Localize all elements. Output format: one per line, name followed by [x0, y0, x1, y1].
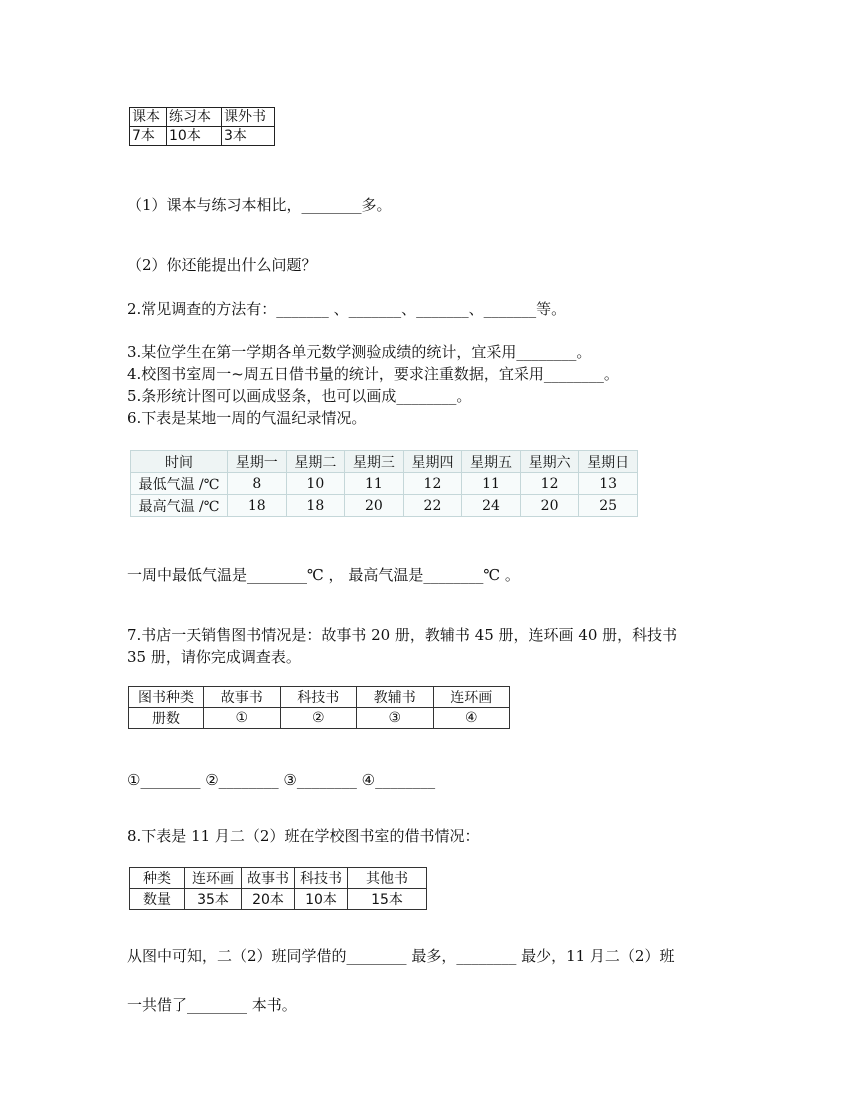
question-4: 4.校图书室周一~周五日借书量的统计，要求注重数据，宜采用________。: [127, 365, 619, 383]
question-7-line-2: 35 册，请你完成调查表。: [127, 648, 301, 666]
table-header-cell: 图书种类: [129, 687, 204, 708]
table-cell: 18: [286, 495, 345, 517]
book-survey-table: [128, 686, 510, 729]
table-row: [130, 889, 427, 910]
question-8-line-1: 从图中可知，二（2）班同学借的________ 最多，________ 最少，11 月二（2）班: [127, 947, 675, 965]
table-header-cell: 时间: [131, 451, 228, 473]
table-header-cell: 其他书: [348, 868, 427, 889]
question-5: 5.条形统计图可以画成竖条，也可以画成________。: [127, 387, 472, 405]
question-1-2: （2）你还能提出什么问题？: [127, 256, 317, 274]
table-cell: 24: [462, 495, 521, 517]
table-cell: 11: [345, 473, 404, 495]
table-header-cell: 星期一: [228, 451, 287, 473]
table-header-cell: 星期日: [579, 451, 638, 473]
table-row: [129, 708, 510, 729]
table-cell: 20本: [242, 889, 295, 910]
temperature-table: [130, 450, 638, 517]
table-row: [130, 868, 427, 889]
question-1-1: （1）课本与练习本相比，________多。: [127, 196, 392, 214]
table-cell: ②: [280, 708, 357, 729]
table-header-cell: 连环画: [185, 868, 242, 889]
table-header-cell: 星期二: [286, 451, 345, 473]
table-cell: 35本: [185, 889, 242, 910]
table-cell: 10本: [295, 889, 348, 910]
table-cell: 25: [579, 495, 638, 517]
question-8-line-2: 一共借了________ 本书。: [127, 996, 297, 1014]
table-header-cell: 课外书: [222, 108, 275, 127]
question-8: 8.下表是 11 月二（2）班在学校图书室的借书情况：: [127, 827, 480, 845]
table-header-cell: 教辅书: [357, 687, 434, 708]
question-7-answers: ①________ ②________ ③________ ④________: [127, 771, 436, 789]
table-cell: 13: [579, 473, 638, 495]
borrowing-table: [129, 867, 427, 910]
table-cell: 册数: [129, 708, 204, 729]
table-header-cell: 星期五: [462, 451, 521, 473]
table-cell: 12: [520, 473, 579, 495]
table-row: [131, 473, 638, 495]
table-header-cell: 科技书: [295, 868, 348, 889]
table-header-cell: 科技书: [280, 687, 357, 708]
table-cell: 18: [228, 495, 287, 517]
table-cell: 10本: [167, 127, 222, 146]
table-cell: ③: [357, 708, 434, 729]
question-3: 3.某位学生在第一学期各单元数学测验成绩的统计，宜采用________。: [127, 343, 592, 361]
table-cell: ④: [433, 708, 510, 729]
table-cell: 20: [345, 495, 404, 517]
table-header-cell: 故事书: [204, 687, 281, 708]
table-header-cell: 星期三: [345, 451, 404, 473]
table-cell: 8: [228, 473, 287, 495]
table-row: [131, 451, 638, 473]
table-cell: 15本: [348, 889, 427, 910]
question-6-blank-line: 一周中最低气温是________℃ ， 最高气温是________℃ 。: [127, 566, 520, 584]
table-row: [130, 127, 275, 146]
table-row: [130, 108, 275, 127]
table-cell: 数量: [130, 889, 185, 910]
question-6: 6.下表是某地一周的气温纪录情况。: [127, 409, 367, 427]
table-row: [129, 687, 510, 708]
question-2: 2.常见调查的方法有：_______ 、_______、_______、_______等。: [127, 300, 567, 318]
table-cell: 3本: [222, 127, 275, 146]
question-7-line-1: 7.书店一天销售图书情况是：故事书 20 册，教辅书 45 册，连环画 40 册，科技书: [127, 626, 678, 644]
table-cell: 12: [403, 473, 462, 495]
table-row: [131, 495, 638, 517]
table-cell: 11: [462, 473, 521, 495]
table-header-cell: 练习本: [167, 108, 222, 127]
table-cell: ①: [204, 708, 281, 729]
table-header-cell: 连环画: [433, 687, 510, 708]
table-cell: 10: [286, 473, 345, 495]
table-cell: 最高气温 /℃: [131, 495, 228, 517]
table-cell: 7本: [130, 127, 167, 146]
table-cell: 22: [403, 495, 462, 517]
table-cell: 最低气温 /℃: [131, 473, 228, 495]
table-header-cell: 课本: [130, 108, 167, 127]
table-header-cell: 故事书: [242, 868, 295, 889]
table-cell: 20: [520, 495, 579, 517]
table-header-cell: 种类: [130, 868, 185, 889]
table-header-cell: 星期四: [403, 451, 462, 473]
books-table: [129, 107, 275, 146]
table-header-cell: 星期六: [520, 451, 579, 473]
